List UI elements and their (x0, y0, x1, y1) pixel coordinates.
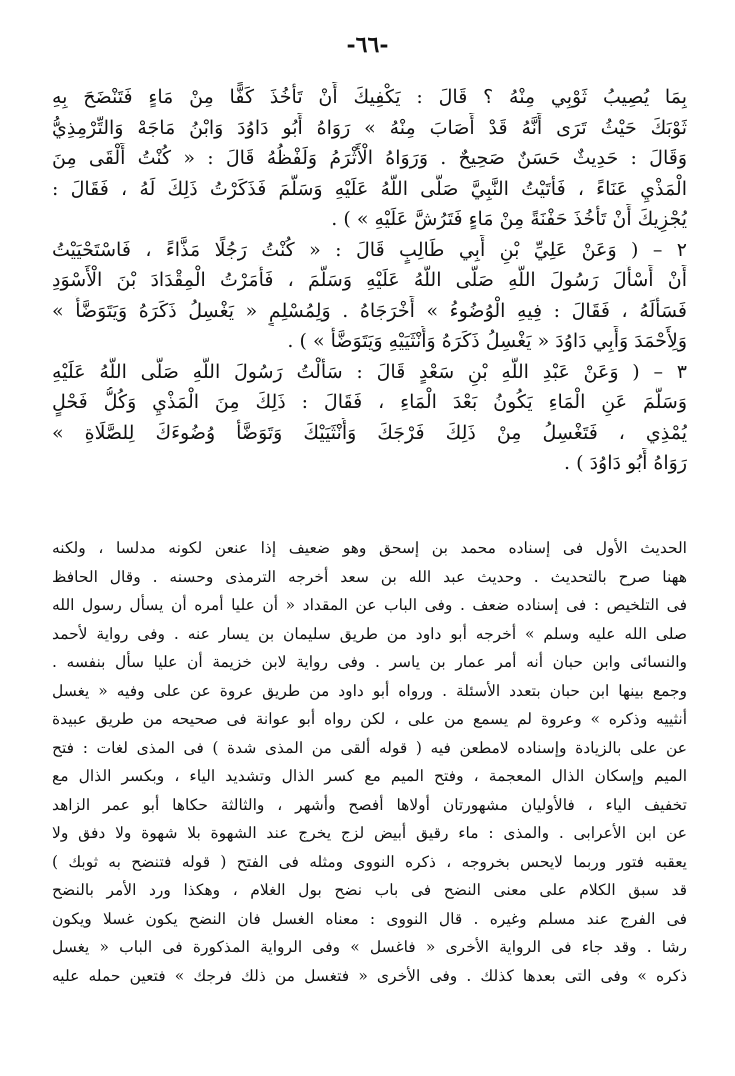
commentary-line: صلى الله عليه وسلم » أخرجه أبو داود من طريق سليمان بن يسار عنه . وفى رواية لأحمد (52, 624, 687, 643)
hadith-line: وَلِأَحْمَدَ وَأَبِي دَاوُدَ « يَغْسِلُ ذَكَرَهُ وَأُنْثَيَيْهِ وَيَتَوَضَّأُ » ) . (287, 330, 687, 352)
hadith-line: وَقَالَ : حَدِيثٌ حَسَنٌ صَحِيحٌ . وَرَوَاهُ الْأَثْرَمُ وَلَفْظُهُ قَالَ : « كُنْتُ أَلْقَى مِنَ (52, 147, 687, 169)
hadith-line: يُمْذِي ، فَتَغْسِلُ مِنْ ذَلِكَ فَرْجَكَ وَأُنْثَيَيْكَ وَتَوَضَّأْ وُضُوءَكَ لِلصَّلَاةِ » (52, 421, 687, 444)
commentary-line: والنسائى وابن حبان أنه أمر عمار بن ياسر . وفى رواية لابن خزيمة أن عليا سأل بنفسه . (52, 653, 687, 671)
hadith-line: ثَوْبَكَ حَيْثُ تَرَى أَنَّهُ قَدْ أَصَابَ مِنْهُ » رَوَاهُ أَبُو دَاوُدَ وَابْنُ مَاجَهْ وَالتِّرْمِذِيُّ (52, 116, 687, 139)
commentary-line: عن على بالزيادة وإسناده لامطعن فيه ( قوله ألقى من المذى شدة ) فى المذى لغات : فتح (52, 738, 687, 757)
commentary-line: قد سبق الكلام على معنى النضح فى باب نضح بول الغلام ، وهكذا ورد الأمر بالنضح (52, 881, 687, 899)
commentary-line: فى التلخيص : فى إسناده ضعف . وفى الباب عن المقداد « أن عليا أمره أن يسأل رسول الله (52, 596, 687, 614)
commentary-line: الميم وإسكان الذال المعجمة ، وفتح الميم مع كسر الذال وتشديد الياء ، وبكسر الذال مع (52, 767, 687, 785)
hadith-line: أَنْ أَسْأَلَ رَسُولَ اللَّهِ صَلَّى اللَّهُ عَلَيْهِ وَسَلَّمَ ، فَأَمَرْتُ الْمِقْدَادَ بْنَ الْأَسْوَدِ (52, 269, 687, 291)
commentary-line: يعقبه فتور وربما لايحس بخروجه ، ذكره النووى ومثله فى الفتح ( قوله فتنضح به ثوبك ) (52, 852, 687, 871)
commentary-line: وجمع بينها ابن حبان بتعدد الأسئلة . ورواه أبو داود من طريق عروة عن على وفيه « يغسل (52, 681, 687, 700)
hadith-line: ٢ – ( وَعَنْ عَلِيِّ بْنِ أَبِي طَالِبٍ قَالَ : « كُنْتُ رَجُلًا مَذَّاءً ، فَاسْتَحْيَيْتُ (52, 238, 687, 261)
commentary-line: تخفيف الياء ، فالأوليان مشهورتان أولاها أفصح وأشهر ، والثالثة حكاها أبو عمر الزاهد (52, 795, 687, 814)
commentary-line: فى الفرج عند مسلم وغيره . قال النووى : معناه الغسل فان النضح يكون غسلا ويكون (52, 909, 687, 928)
hadith-line: بِمَا يُصِيبُ ثَوْبِي مِنْهُ ؟ قَالَ : يَكْفِيكَ أَنْ تَأْخُذَ كَفًّا مِنْ مَاءٍ فَتَنْضَحَ بِهِ (52, 86, 687, 108)
hadith-text-block (52, 82, 687, 479)
commentary-text-block (52, 534, 687, 990)
hadith-line: الْمَذْيِ عَنَاءً ، فَأَتَيْتُ النَّبِيَّ صَلَّى اللَّهُ عَلَيْهِ وَسَلَّمَ فَذَكَرْتُ ذَلِكَ لَهُ ، فَقَالَ : (52, 177, 687, 200)
hadith-line: فَسَأَلَهُ ، فَقَالَ : فِيهِ الْوُضُوءُ » أَخْرَجَاهُ . وَلِمُسْلِمٍ « يَغْسِلُ ذَكَرَهُ وَيَتَوَضَّأُ » (52, 299, 687, 322)
hadith-line: رَوَاهُ أَبُو دَاوُدَ ) . (564, 452, 687, 474)
commentary-line: الحديث الأول فى إسناده محمد بن إسحق وهو ضعيف إذا عنعن لكونه مدلسا ، ولكنه (52, 539, 687, 557)
hadith-line: يُجْزِيكَ أَنْ تَأْخُذَ حَفْنَةً مِنْ مَاءٍ فَتَرُشَّ عَلَيْهِ » ) . (331, 208, 687, 230)
commentary-line: ههنا صرح بالتحديث . وحديث عبد الله بن سعد أخرجه الترمذى وحسنه . وقال الحافظ (52, 567, 687, 586)
commentary-line: أنثييه وذكره » وعروة لم يسمع من على ، لكن رواه أبو عوانة فى صحيحه من طريق عبيدة (52, 710, 687, 728)
hadith-line: وَسَلَّمَ عَنِ الْمَاءِ يَكُونُ بَعْدَ الْمَاءِ ، فَقَالَ : ذَلِكَ مِنَ الْمَذْيِ وَكُلُّ فَحْلٍ (52, 391, 687, 413)
hadith-line: ٣ – ( وَعَنْ عَبْدِ اللَّهِ بْنِ سَعْدٍ قَالَ : سَأَلْتُ رَسُولَ اللَّهِ صَلَّى اللَّهُ عَلَيْهِ (52, 360, 687, 383)
commentary-line: عن ابن الأعرابى . والمذى : ماء رقيق أبيض لزج يخرج عند الشهوة بلا شهوة ولا دفق ولا (52, 824, 687, 842)
commentary-line: رشا . وقد جاء فى الرواية الأخرى « فاغسل » وفى الرواية المذكورة فى الباب « يغسل (52, 938, 687, 956)
page-number: -٦٦- (346, 32, 389, 58)
commentary-line: ذكره » وفى التى بعدها كذلك . وفى الأخرى « فتغسل من ذلك فرجك » فتعين حمله عليه (52, 966, 687, 985)
